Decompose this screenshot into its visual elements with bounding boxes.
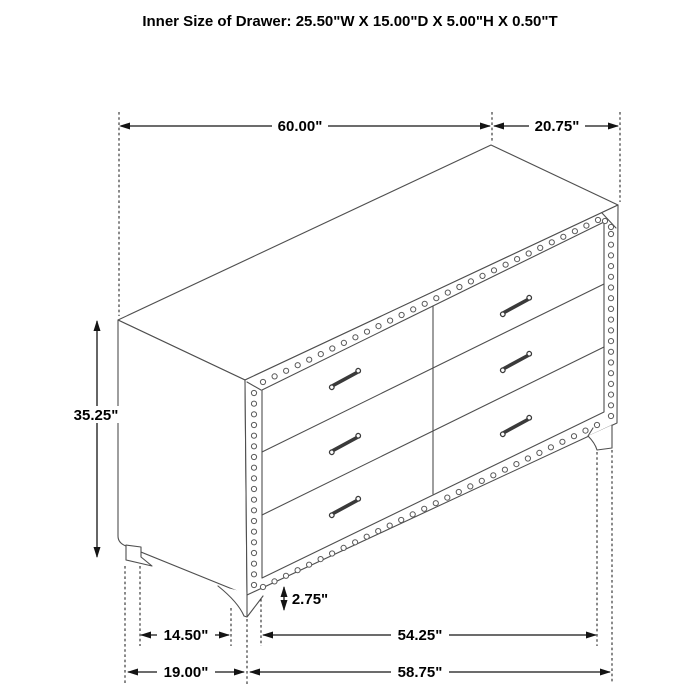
arrowhead [94,547,101,558]
nailhead [491,473,496,478]
nailhead [399,517,404,522]
dim-label-leg-gap: 14.50" [163,627,209,644]
arrowhead [127,669,138,676]
nailhead [560,439,565,444]
nailhead [251,444,256,449]
nailhead [445,495,450,500]
nailhead [318,352,323,357]
nailhead [514,462,519,467]
nailhead [583,428,588,433]
nailhead [251,572,256,577]
arrowhead [586,632,597,639]
nailhead [594,422,599,427]
nailhead [608,253,613,258]
nailhead [353,335,358,340]
nailhead [251,540,256,545]
nailhead [307,562,312,567]
nailhead [491,268,496,273]
nailhead [330,551,335,556]
nailhead [376,529,381,534]
nailhead [353,540,358,545]
nailhead [387,523,392,528]
nailhead [608,296,613,301]
nailhead [468,279,473,284]
nailhead [584,223,589,228]
nailhead [260,379,265,384]
dim-label-side-footprint: 19.00" [163,664,209,681]
nailhead [251,582,256,587]
nailhead [537,450,542,455]
nailhead [411,307,416,312]
nailhead [526,251,531,256]
nailhead [525,456,530,461]
nailhead [608,413,613,418]
nailhead [608,264,613,269]
nailhead [251,412,256,417]
nailhead [608,328,613,333]
dim-label-span-outer: 58.75" [397,664,443,681]
nailhead [318,557,323,562]
nailhead [307,357,312,362]
nailhead [251,550,256,555]
arrowhead [493,123,504,130]
nailhead [376,324,381,329]
nailhead [608,371,613,376]
arrowhead [234,669,245,676]
arrowhead [281,586,288,597]
nailhead [410,512,415,517]
dim-label-leg-height: 2.75" [291,591,329,608]
arrowhead [608,123,619,130]
nailhead [608,242,613,247]
nailhead [284,368,289,373]
nailhead [608,381,613,386]
nailhead [538,245,543,250]
nailhead [608,231,613,236]
nailhead [341,340,346,345]
nailhead [515,257,520,262]
nailhead [251,476,256,481]
nailhead [422,506,427,511]
arrowhead [94,320,101,331]
nailhead [251,486,256,491]
nailhead [608,306,613,311]
nailhead [272,579,277,584]
nailhead [260,584,265,589]
nailhead [608,317,613,322]
dim-label-depth: 20.75" [534,118,580,135]
nailhead [548,445,553,450]
nailhead [251,497,256,502]
nailhead [571,434,576,439]
nailhead [480,273,485,278]
nailhead [457,284,462,289]
nailhead [251,518,256,523]
nailhead [608,403,613,408]
nailhead [251,508,256,513]
nailhead [272,374,277,379]
nailhead [251,390,256,395]
dim-label-span-inner: 54.25" [397,627,443,644]
nailhead [608,360,613,365]
nailhead [445,290,450,295]
nailhead [561,234,566,239]
nailhead [251,454,256,459]
nailhead [608,392,613,397]
arrowhead [600,669,611,676]
nailhead [608,339,613,344]
nailhead [295,568,300,573]
nailhead [602,218,607,223]
page-title: Inner Size of Drawer: 25.50"W X 15.00"D X 5.00"H X 0.50"T [142,13,558,30]
nailhead [399,312,404,317]
arrowhead [281,600,288,611]
nailhead [341,545,346,550]
nailhead [479,478,484,483]
nailhead [433,501,438,506]
arrowhead [140,632,151,639]
arrowhead [119,123,130,130]
nailhead [595,217,600,222]
dim-label-height: 35.25" [73,407,119,424]
nailhead [251,561,256,566]
dresser-illustration [118,145,618,617]
nailhead [456,489,461,494]
nailhead [502,467,507,472]
nailhead [468,484,473,489]
nailhead [388,318,393,323]
nailhead [251,433,256,438]
nailhead [251,529,256,534]
nailhead [330,346,335,351]
nailhead [422,301,427,306]
nailhead [503,262,508,267]
nailhead [251,401,256,406]
arrowhead [249,669,260,676]
arrowhead [262,632,273,639]
nailhead [295,363,300,368]
dim-label-width: 60.00" [277,118,323,135]
nailhead [364,534,369,539]
arrowhead [219,632,230,639]
nailhead [608,285,613,290]
nailhead [608,274,613,279]
nailhead [608,349,613,354]
nailhead [251,422,256,427]
nailhead [283,573,288,578]
nailhead [549,240,554,245]
nailhead [608,224,613,229]
nailhead [364,329,369,334]
nailhead [434,296,439,301]
nailhead [572,229,577,234]
nailhead [251,465,256,470]
arrowhead [480,123,491,130]
